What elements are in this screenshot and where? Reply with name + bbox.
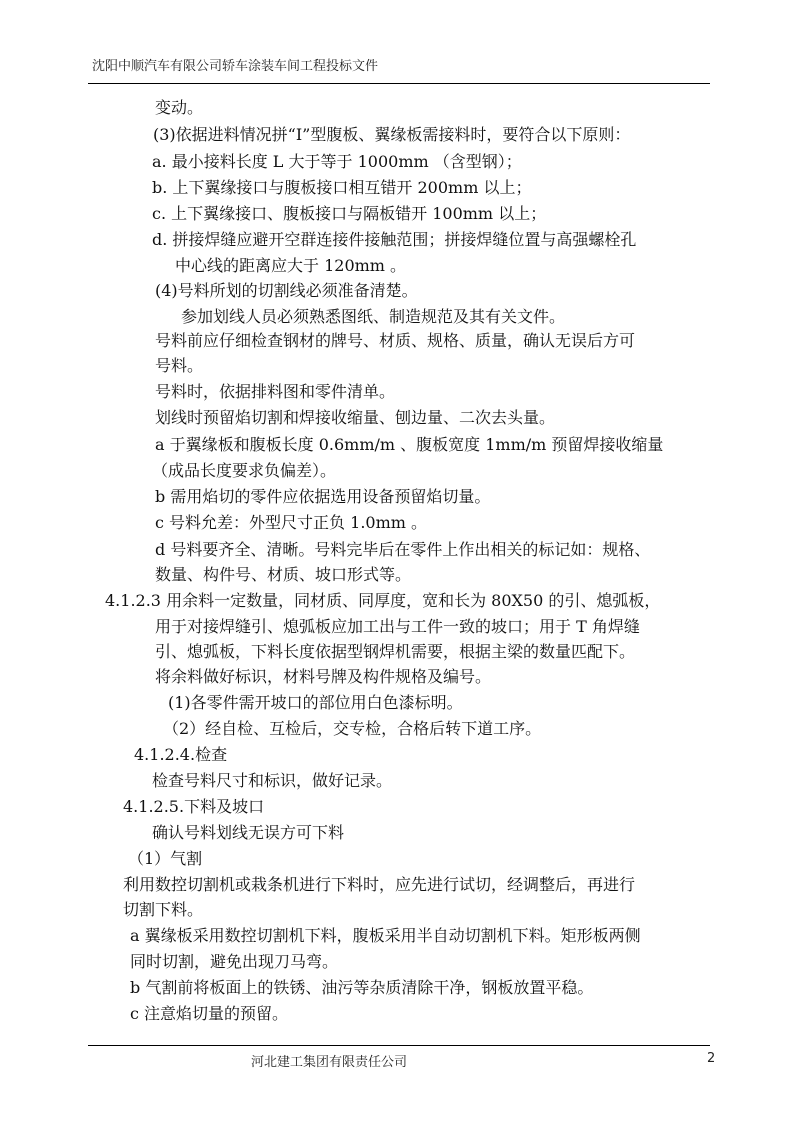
page-header: 沈阳中顺汽车有限公司轿车涂装车间工程投标文件 xyxy=(92,59,379,74)
body-line: b. 上下翼缘接口与腹板接口相互错开 200mm 以上； xyxy=(152,178,532,197)
body-line: 利用数控切割机或栽条机进行下料时，应先进行试切，经调整后，再进行 xyxy=(123,875,636,894)
body-line: 4.1.2.3 用余料一定数量，同材质、同厚度，宽和长为 80X50 的引、熄弧板， xyxy=(105,591,661,610)
body-line: 数量、构件号、材质、坡口形式等。 xyxy=(155,565,412,584)
section-heading: 4.1.2.5.下料及坡口 xyxy=(123,797,265,816)
body-line: 确认号料划线无误方可下料 xyxy=(152,823,345,842)
page-number: 2 xyxy=(707,1051,716,1066)
section-heading: 4.1.2.4.检查 xyxy=(134,745,228,764)
body-line: 同时切割，避免出现刀马弯。 xyxy=(130,952,339,971)
footer-divider xyxy=(88,1045,710,1046)
body-line: 中心线的距离应大于 120mm 。 xyxy=(175,256,407,275)
body-line: c 注意焰切量的预留。 xyxy=(130,1004,289,1023)
body-line: a. 最小接料长度 L 大于等于 1000mm （含型钢）； xyxy=(152,152,522,171)
body-line: (4)号料所划的切割线必须准备清楚。 xyxy=(155,281,418,300)
body-line: b 气割前将板面上的铁锈、油污等杂质清除干净，钢板放置平稳。 xyxy=(130,978,594,997)
body-line: b 需用焰切的零件应依据选用设备预留焰切量。 xyxy=(155,487,491,506)
body-line: a 于翼缘板和腹板长度 0.6mm/m 、腹板宽度 1mm/m 预留焊接收缩量 xyxy=(155,435,664,454)
body-line: c 号料允差：外型尺寸正负 1.0mm 。 xyxy=(155,513,428,532)
body-line: 号料时，依据排料图和零件清单。 xyxy=(155,382,396,401)
body-line: （2）经自检、互检后，交专检，合格后转下道工序。 xyxy=(163,719,542,738)
body-line: 划线时预留焰切割和焊接收缩量、刨边量、二次去头量。 xyxy=(155,408,556,427)
body-line: 变动。 xyxy=(155,98,204,117)
body-line: d 号料要齐全、清晰。号料完毕后在零件上作出相关的标记如：规格、 xyxy=(155,540,651,559)
body-line: 用于对接焊缝引、熄弧板应加工出与工件一致的坡口；用于 T 角焊缝 xyxy=(155,617,640,636)
body-line: c. 上下翼缘接口、腹板接口与隔板错开 100mm 以上； xyxy=(152,204,547,223)
body-line: a 翼缘板采用数控切割机下料，腹板采用半自动切割机下料。矩形板两侧 xyxy=(130,926,641,945)
body-line: 切割下料。 xyxy=(123,900,204,919)
body-line: （1）气割 xyxy=(128,849,203,868)
body-line: 参加划线人员必须熟悉图纸、制造规范及其有关文件。 xyxy=(181,307,566,326)
body-line: 号料前应仔细检查钢材的牌号、材质、规格、质量，确认无误后方可 xyxy=(155,331,636,350)
body-line: 检查号料尺寸和标识，做好记录。 xyxy=(152,771,393,790)
body-line: 号料。 xyxy=(155,356,204,375)
body-line: （成品长度要求负偏差）。 xyxy=(152,461,337,480)
body-line: 引、熄弧板，下料长度依据型钢焊机需要，根据主梁的数量匹配下。 xyxy=(155,642,636,661)
body-line: d. 拼接焊缝应避开空群连接件接触范围；拼接焊缝位置与高强螺栓孔 xyxy=(152,230,637,249)
footer-company: 河北建工集团有限责任公司 xyxy=(251,1055,408,1070)
body-line: (3)依据进料情况拼“I”型腹板、翼缘板需接料时，要符合以下原则： xyxy=(153,125,631,144)
header-divider xyxy=(88,83,710,84)
body-line: (1)各零件需开坡口的部位用白色漆标明。 xyxy=(168,693,463,712)
body-line: 将余料做好标识，材料号牌及构件规格及编号。 xyxy=(155,667,492,686)
